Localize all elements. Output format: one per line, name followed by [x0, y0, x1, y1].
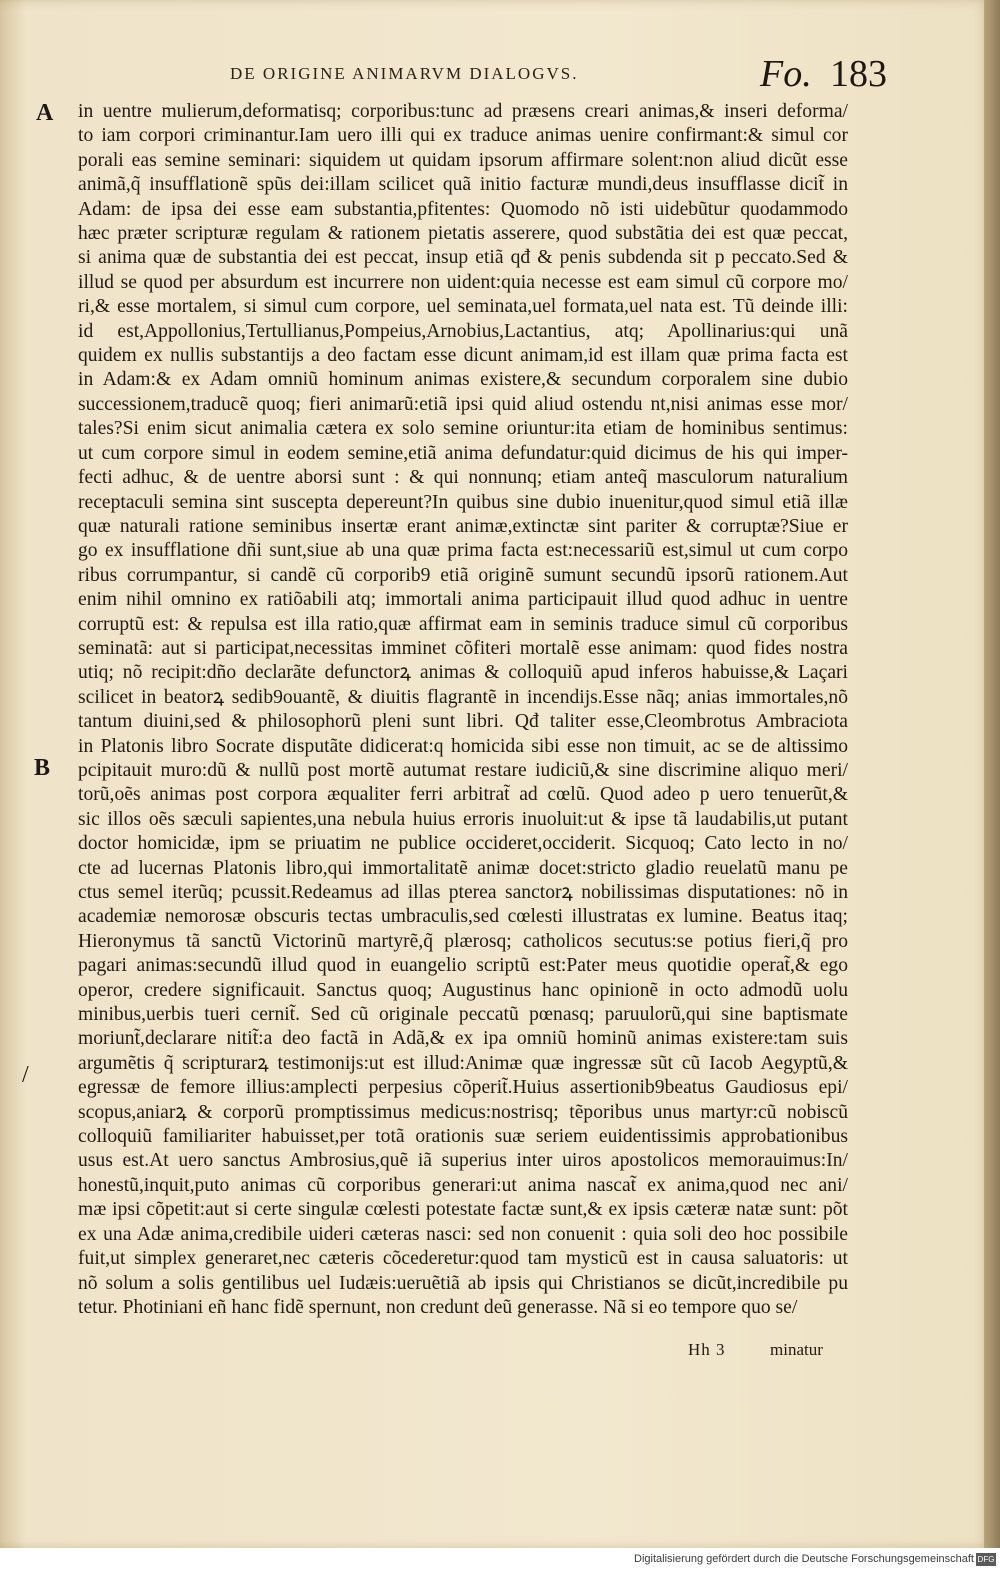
text-line: ex una Adæ anima,credibile uideri cæteras nasci: sed non conuenit : quia soli deo hoc possibile [78, 1223, 848, 1245]
text-line: doctor homicidæ, ipm se priuatim ne publice occideret,occiderit. Sicquoq; Cato lecto in no/ [78, 833, 848, 855]
text-line: colloquiũ familiariter habuisset,per totã orationis suæ seriem euidentissimis approbationibus [78, 1126, 848, 1148]
text-line: tantum diuini,sed & philosophorũ pleni sunt libri. Qđ taliter esse,Cleombrotus Ambraciota [78, 711, 848, 733]
footer-credit: Digitalisierung gefördert durch die Deutsche Forschungsgemeinschaft [634, 1553, 974, 1565]
text-line: nõ solum a solis gentilibus uel Iudæis:ueruẽtiã ab ipsis qui Christianos se dicũt,incredibile pu [78, 1272, 848, 1294]
text-line: seminatã: aut si participat,necessitas imminet cõfiteri mortalẽ esse animam: quod fides nostra [78, 637, 848, 659]
catchword: minatur [770, 1340, 823, 1359]
text-line: fuit,ut simplex generaret,nec cæteris cõcederetur:quod tam mysticũ est in causa saluatoris: ut [78, 1248, 848, 1270]
text-line: fecti adhuc, & de uentre aborsi sunt : & qui nonnunq; etiam anteq̃ masculorum naturalium [78, 467, 848, 489]
text-line: si anima quæ de substantia dei est peccat, insup etiã qđ & penis subdenda sit p peccato.Sed & [78, 247, 848, 269]
text-line: utiq; nõ recipit:dño declarãte defunctorꝝ animas & colloquiũ apud inferos habuisse,& Laçari [78, 662, 848, 684]
text-line: academiæ nemorosæ obscuris tectas umbraculis,sed cœlesti illustratas ex lumine. Beatus itaq; [78, 906, 848, 928]
text-line: torũ,oẽs animas post corpora æqualiter ferri arbitrat̃ ad cœlũ. Quod adeo p uero tenuerũt,& [78, 784, 848, 806]
text-line: pcipitauit muro:dũ & nullũ post mortẽ autumat restare iudiciũ,& sine discrimine aliquo meri/ [78, 759, 848, 781]
text-line: go ex insufflatione dñi sunt,siue ab una quæ prima facta est:necessariũ est,simul ut cum corpo [78, 540, 848, 562]
text-line: hæc præter scripturæ regulam & rationem pietatis asserere, quod substãtia dei est quæ peccat, [78, 223, 848, 245]
text-line: to iam corpori criminantur.Iam uero illi qui ex traduce animas uenire confirmant:& simul cor [78, 125, 848, 147]
text-line: usus est.At uero sanctus Ambrosius,quẽ iã superius inter uiros apostolicos memorauimus:In/ [78, 1150, 848, 1172]
text-line: id est,Appollonius,Tertullianus,Pompeius,Arnobius,Lactantius, atq; Apollinarius:qui unã [78, 320, 848, 342]
text-line: sic illos oẽs sæculi sapientes,una nebula huius erroris inuoluit:ut & ipse tã laudabilis,ut putant [78, 808, 848, 830]
running-head: DE ORIGINE ANIMARVM DIALOGVS. [230, 64, 579, 83]
text-line: Adam: de ipsa dei esse eam substantia,pfitentes: Quomodo nõ isti uidebũtur quodammodo [78, 198, 848, 220]
text-line: tetur. Photiniani eñ hanc fidẽ spernunt, non credunt deũ generasse. Nã si eo tempore quo se/ [78, 1296, 798, 1318]
dfg-logo-icon: DFG [977, 1555, 995, 1564]
text-line: cte ad lucernas Platonis libro,qui immortalitatẽ animæ docet:stricto gladio reuelatũ manu pe [78, 857, 848, 879]
text-line: enim nihil omnino ex ratiõabili atq; immortali anima participauit illud quod adhuc in uentre [78, 589, 848, 611]
text-line: tales?Si enim sicut animalia cætera ex solo semine oriuntur:ita etiam de hominibus sentimus: [78, 418, 848, 440]
text-line: Hieronymus tã sanctũ Victorinũ martyrẽ,q̃ plærosq; catholicos secutus:se potius fieri,q̃ pro [78, 930, 848, 952]
signature-mark: Hh 3 [688, 1340, 726, 1359]
text-line: egressæ de femore illius:amplecti perpesius cõperit̃.Huius assertionib9beatus Gaudiosus epi/ [78, 1077, 848, 1099]
text-line: operor, credere significauit. Sanctus quoq; Augustinus hanc opinionẽ in octo admodũ uolu [78, 979, 848, 1001]
folio-number: 183 [830, 53, 887, 95]
text-line: successionem,traducẽ quoq; fieri animarũ:etiã ipsi quid aliud ostendu nt,nisi animas esse mor/ [78, 393, 848, 415]
page-edge [984, 0, 1000, 1548]
text-line: moriunt̃,declarare nitit̃:a deo factã in Adã,& ex ipa omniũ hominũ animas existere:tam suis [78, 1028, 848, 1050]
text-line: illud se quod per absurdum est incurrere non uident:quia necesse est eam simul cũ corpore mo/ [78, 271, 848, 293]
text-line: receptaculi semina sint suscepta depereunt?In quibus sine dubio inuenitur,quod simul etiã illæ [78, 491, 848, 513]
folio-label: Fo. [760, 53, 812, 95]
text-line: in uentre mulierum,deformatisq; corporibus:tunc ad præsens creari animas,& inseri deforma/ [78, 101, 848, 122]
margin-letter-a: A [36, 100, 54, 126]
footer-bar [0, 1548, 1000, 1573]
text-line: porali eas semine seminari: siquidem ut quidam ipsorum affirmare solent:non aliud dicũt esse [78, 149, 848, 171]
text-line: argumẽtis q̃ scripturarꝝ testimonijs:ut est illud:Animæ quæ ingressæ sũt cũ Iacob Aegyptũ,& [78, 1052, 848, 1074]
text-line: ut cum corpore simul in eodem semine,etiã anima defundatur:quid dicimus de his qui imper- [78, 442, 848, 464]
text-line: ribus corrumpantur, si candẽ cũ corporib9 etiã originẽ sumunt secundũ ipsorũ rationem.Aut [78, 564, 848, 586]
text-line: pagari animas:secundũ illud quod in euangelio scriptũ est:Pater meus quotidie operat̃,& ego [78, 955, 848, 977]
text-line: ri,& esse mortalem, si simul cum corpore, uel seminata,uel formata,uel nata est. Tũ deinde illi: [78, 296, 848, 318]
text-line: ctus semel iterũq; pcussit.Redeamus ad illas ptereа sanctorꝝ nobilissimas disputationes: nõ in [78, 882, 848, 903]
text-line: scopus,aniarꝝ & corporũ promptissimus medicus:nostrisq; tẽporibus unus martyr:cũ nobiscũ [78, 1101, 848, 1123]
text-line: quidem ex nullis substantijs a deo factam esse dicunt animam,id est illam quæ prima facta est [78, 345, 848, 367]
margin-mark: / [22, 1062, 29, 1088]
text-line: in Platonis libro Socrate disputãte didicerat:q homicida sibi esse non timuit, ac se de altissimo [78, 735, 848, 757]
text-line: quæ naturali ratione seminibus insertæ erant animæ,extinctæ sint pariter & corruptæ?Siue er [78, 515, 848, 537]
margin-letter-b: B [34, 755, 51, 781]
text-line: mæ ipsi cõpetit:aut si certe singulæ cœlesti potestate factæ sunt,& ex ipsis cæteræ natæ sunt: põt [78, 1199, 848, 1221]
text-line: minibus,uerbis tueri cernit̃. Sed cũ originale peccatũ pœnasq; paruulorũ,qui sine baptismate [78, 1004, 848, 1026]
body-text [78, 100, 848, 1320]
text-line: corruptũ est: & repulsa est illa ratio,quæ affirmat eam in seminis traduce simul cũ corporibus [78, 613, 848, 635]
text-line: animã,q̃ insufflationẽ spũs dei:illam scilicet quã initio facturæ mundi,deus insufflasse dicit̃ in [78, 174, 848, 196]
text-line: scilicet in beatorꝝ sedib9ouantẽ, & diuitis flagrantẽ in incendijs.Esse nãq; anias immortales,nõ [78, 686, 848, 708]
text-line: in Adam:& ex Adam omniũ hominum animas existere,& secundum corporalem sine dubio [78, 369, 848, 391]
text-line: honestũ,inquit,puto animas cũ corporibus generari:ut anima nascat̃ ex anima,quod nec ani/ [78, 1174, 848, 1196]
